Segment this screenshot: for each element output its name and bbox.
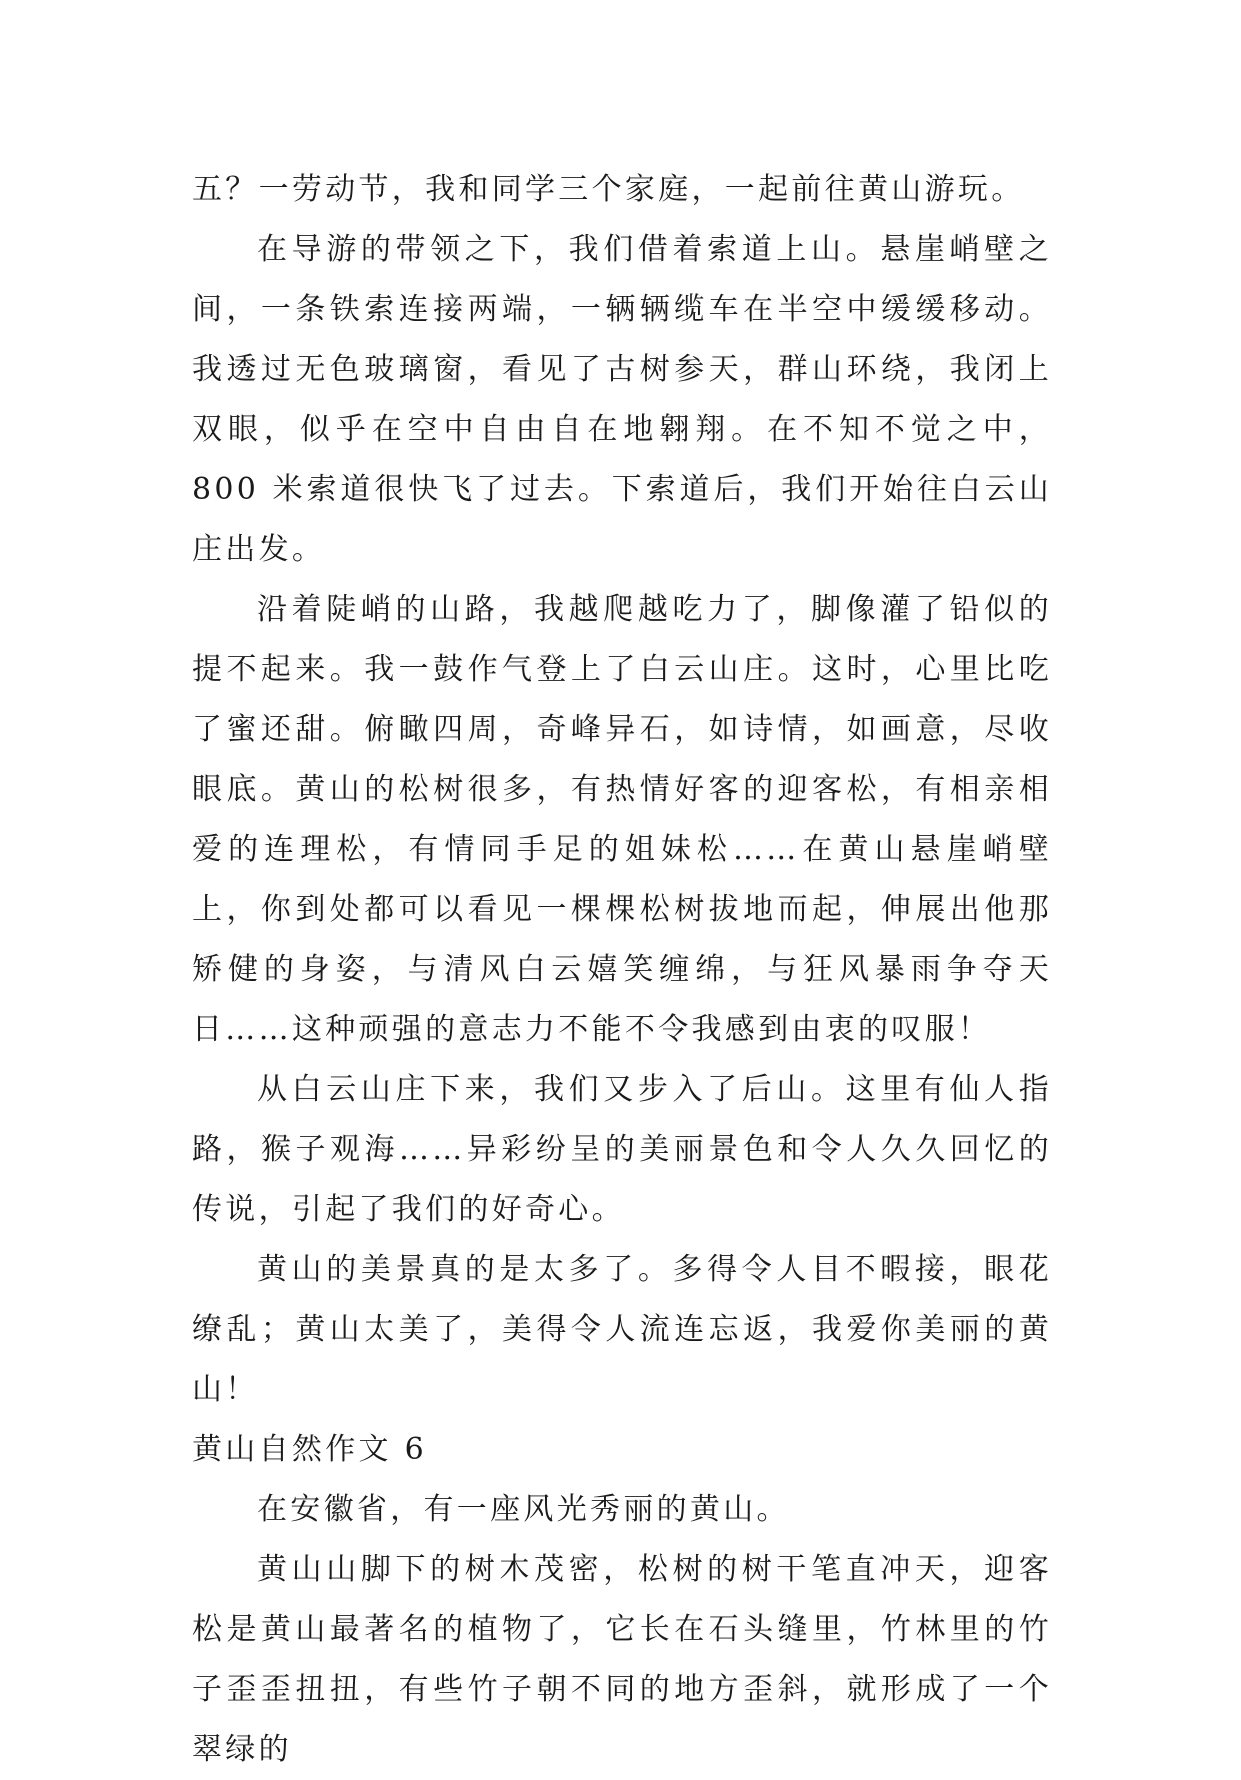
- paragraph-conclusion: 黄山的美景真的是太多了。多得令人目不暇接，眼花缭乱；黄山太美了，美得令人流连忘返，我爱你美丽的黄山！: [192, 1252, 1052, 1407]
- paragraph-cable-car: 在导游的带领之下，我们借着索道上山。悬崖峭壁之间，一条铁索连接两端，一辆辆缆车在半空中缓缓移动。我透过无色玻璃窗，看见了古树参天，群山环绕，我闭上双眼，似乎在空中自由自在地翱翔。在不知不觉之中，800 米索道很快飞了过去。下索道后，我们开始往白云山庄出发。: [192, 232, 1052, 567]
- paragraph-back-mountain: 从白云山庄下来，我们又步入了后山。这里有仙人指路，猴子观海……异彩纷呈的美丽景色和令人久久回忆的传说，引起了我们的好奇心。: [192, 1072, 1052, 1227]
- paragraph-white-cloud-villa: 沿着陡峭的山路，我越爬越吃力了，脚像灌了铅似的提不起来。我一鼓作气登上了白云山庄。这时，心里比吃了蜜还甜。俯瞰四周，奇峰异石，如诗情，如画意，尽收眼底。黄山的松树很多，有热情好客的迎客松，有相亲相爱的连理松，有情同手足的姐妹松……在黄山悬崖峭壁上，你到处都可以看见一棵棵松树拔地而起，伸展出他那矫健的身姿，与清风白云嬉笑缠绵，与狂风暴雨争夺天日……这种顽强的意志力不能不令我感到由衷的叹服！: [192, 592, 1052, 1047]
- paragraph-intro: 五？一劳动节，我和同学三个家庭，一起前往黄山游玩。: [192, 172, 1025, 207]
- document-body: [192, 160, 1052, 1780]
- paragraph-anhui: 在安徽省，有一座风光秀丽的黄山。: [257, 1492, 790, 1527]
- paragraph-trees: 黄山山脚下的树木茂密，松树的树干笔直冲天，迎客松是黄山最著名的植物了，它长在石头缝里，竹林里的竹子歪歪扭扭，有些竹子朝不同的地方歪斜，就形成了一个翠绿的: [192, 1552, 1052, 1767]
- essay-heading: 黄山自然作文 6: [192, 1432, 428, 1467]
